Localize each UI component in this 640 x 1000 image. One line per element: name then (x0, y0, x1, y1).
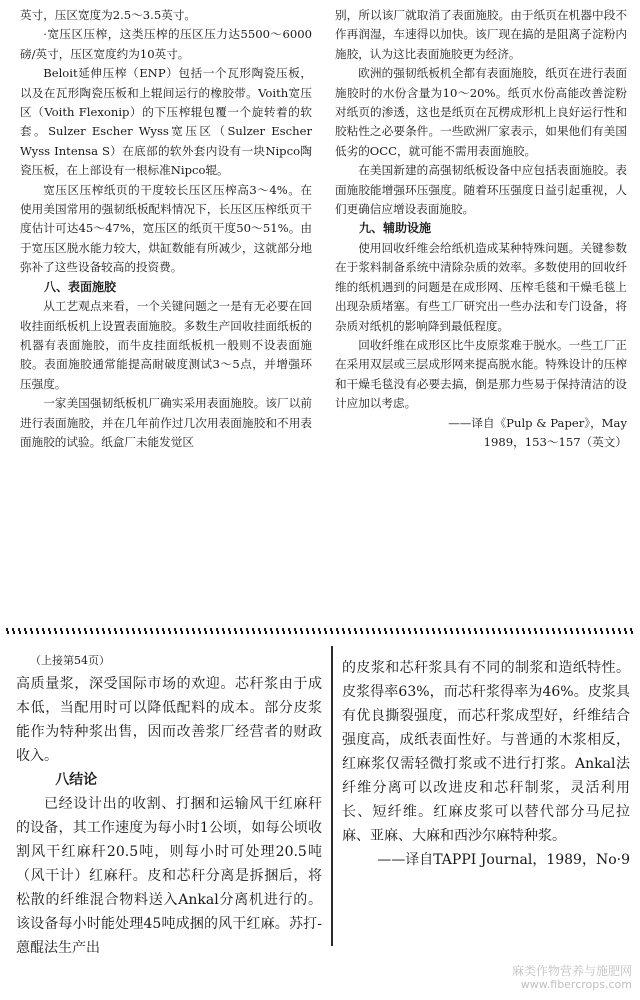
heading-surface-sizing: 八、表面施胶 (44, 279, 117, 294)
paragraph-recycled-fiber: 使用回收纤维会给纸机造成某种特殊问题。关键参数在于浆料制备系统中清除杂质的效率。多数使用的回收纤维的纸机遇到的问题是在成形网、压榨毛毯和干燥毛毯上出现杂质堵塞。有些工厂研究出一些办法和专门设备，将杂质对纸机的影响降到最低程度。 (335, 240, 627, 333)
lead-text: 英寸，压区宽度为2.5～3.5英寸。 (20, 8, 197, 22)
paragraph-dryness: 宽压区压榨纸页的干度较长压区压榨高3～4%。在使用美国常用的强韧纸板配料情况下，长压区压榨纸页干度估计可达45～47%，宽压区的纸页干度50～51%。由于宽压区脱水能力较大，烘缸数能有所减少，这就部分地弥补了这些设备较高的投资费。 (20, 182, 312, 275)
paragraph-conclusion: 已经设计出的收割、打捆和运输风干红麻秆的设备，其工作速度为每小时1公顷，如每公顷收割风干红麻秆20.5吨，则每小时可处理20.5吨（风干计）红麻秆。皮和芯秆分离是拆捆后，将松散的纤维混合物料送入Ankal分离机进行的。该设备每小时能处理45吨成捆的风干红麻。苏打-蒽醌法生产出 (16, 796, 322, 956)
watermark-url: www.fibercrops.com (520, 978, 632, 991)
source-line-1: ——译自《Pulp & Paper》，May (448, 415, 627, 430)
top-right-column (335, 6, 627, 452)
bullet-wide-nip: ·宽压区压榨，这类压榨的压区压力达5500～6000磅/英寸，压区宽度约为10英寸。 (20, 27, 312, 61)
paragraph-surface-sizing: 从工艺观点来看，一个关键问题之一是有无必要在回收挂面纸板机上设置表面施胶。多数生产回收挂面纸板的机器有表面施胶，而牛皮挂面纸板机一般则不设表面施胶。表面施胶通常能提高耐破度测试3～5点，并增强环压强度。 (20, 299, 312, 391)
paragraph-pulp-properties: 的皮浆和芯秆浆具有不同的制浆和造纸特性。皮浆得率63%，而芯秆浆得率为46%。皮浆具有优良撕裂强度，而芯秆浆成型好，纤维结合强度高，成纸表面性好。与普通的木浆相反，红麻浆仅需轻微打浆或不进行打浆。Ankal法纤维分离可以改进皮和芯秆制浆，灵活利用长、短纤维。红麻皮浆可以替代部分马尼拉麻、亚麻、大麻和西沙尔麻特种浆。 (342, 660, 630, 844)
paragraph-press-types: Beloit延伸压榨（ENP）包括一个瓦形陶瓷压板，以及在瓦形陶瓷压板和上辊间运行的橡胶带。Voith宽压区（Voith Flexonip）的下压榨辊包覆一个旋转着的软套。Sulzer Escher Wyss宽压区（Sulzer Escher Wyss Intensa S）在底部的软外套内设有一块Nipco陶瓷压板，在上部设有一根标准Nipco辊。 (20, 66, 312, 178)
bottom-left-column (16, 652, 322, 960)
section-divider (6, 626, 634, 638)
continued-note: （上接第54页） (30, 654, 110, 667)
source-line-2: 1989，153～157（英文） (483, 434, 627, 449)
paragraph-new-us-equipment: 在美国新建的高强韧纸板设备中应包括表面施胶。表面施胶能增强环压强度。随着环压强度日益引起重视，人们更确信应增设表面施胶。 (335, 163, 627, 217)
paragraph-europe: 欧洲的强韧纸板机全都有表面施胶，纸页在进行表面施胶时的水份含量为10～20%。纸页水份高能改善淀粉对纸页的渗透，这也是纸页在瓦楞成形机上良好运行性和胶粘性之必要条件。一些欧洲厂家表示，如果他们有美国低劣的OCC，就可能不需用表面施胶。 (335, 66, 627, 158)
bottom-right-column (342, 656, 630, 872)
source-tappi: ——译自TAPPI Journal，1989，No·9 (377, 852, 630, 868)
heading-auxiliary: 九、辅助设施 (359, 221, 432, 236)
watermark (512, 964, 632, 992)
paragraph-pulp-quality: 高质量浆，深受国际市场的欢迎。芯秆浆由于成本低，当配用时可以降低配料的成本。部分皮浆能作为特种浆出售，因而改善浆厂经营者的财政收入。 (16, 676, 322, 764)
paragraph-drainage: 回收纤维在成形区比牛皮原浆难于脱水。一些工厂正在采用双层或三层成形网来提高脱水能。特殊设计的压榨和干燥毛毯没有必要去搞，倒是那力些易于保持清洁的设计应加以考虑。 (335, 337, 627, 411)
heading-conclusion: 八结论 (55, 772, 98, 788)
watermark-title: 麻类作物营养与施肥网 (511, 964, 632, 978)
paragraph-us-mill: 一家美国强韧纸板机厂确实采用表面施胶。该厂以前进行表面施胶，并在几年前作过几次用表面施胶和不用表面施胶的试验。纸盒厂未能发觉区 (20, 396, 312, 449)
column-rule (331, 646, 333, 946)
paragraph-continued: 别，所以该厂就取消了表面施胶。由于纸页在机器中段不作再润湿，车速得以加快。该厂现在搞的是阻离子淀粉内施胶，认为这比表面施胶更为经济。 (335, 8, 627, 61)
top-left-column (20, 6, 312, 452)
